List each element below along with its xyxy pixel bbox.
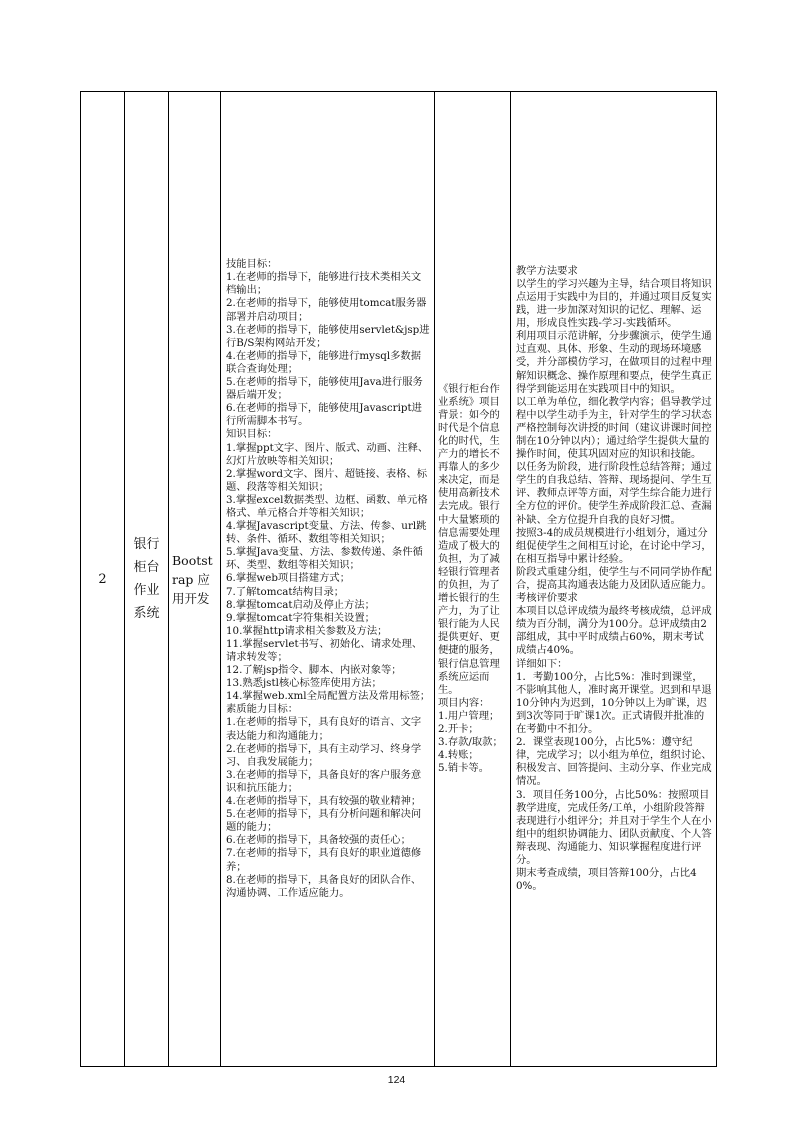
row-number-cell xyxy=(81,92,125,1067)
page-number: 124 xyxy=(387,1074,406,1086)
objectives-cell xyxy=(221,92,435,1067)
content-text: 《银行柜台作业系统》项目背景：如今的时代是个信息化的时代，生产力的增长不再靠人的多少来决定，而是使用高新技术去完成。银行中大量繁琐的信息需要处理造成了极大的负担，为了减轻银行管理者的负担，为了增长银行的生产力，为了让银行能为人民提供更好、更便捷的服务，银行信息管理系统应运而生。 项目内容： 1.用户管理； 2.开卡； 3.存款/取款； 4.转账； 5.销卡等。 xyxy=(438,382,503,775)
project-name: 银行柜台作业系统 xyxy=(133,537,160,621)
curriculum-table xyxy=(80,91,717,1067)
methods-cell xyxy=(511,92,717,1067)
row-number: 2 xyxy=(98,571,107,587)
module-cell xyxy=(169,92,221,1067)
objectives-text: 技能目标： 1.在老师的指导下，能够进行技术类相关文档输出； 2.在老师的指导下，能够使用tomcat服务器部署并启动项目； 3.在老师的指导下，能够使用servlet&jsp进行B/S架构网站开发； 4.在老师的指导下，能够进行mysql多数据联合查询处理； 5.在老师的指导下，能够使用Java进行服务器后端开发； 6.在老师的指导下，能够使用Javascript进行所需脚本书写。 知识目标： 1.掌握ppt文字、图片、版式、动画、注释、幻灯片放映等相关知识； 2.掌握word文字、图片、超链接、表格、标题、段落等相关知识； 3.掌握excel数据类型、边框、函数、单元格格式、单元格合并等相关知识； 4.掌握Javascript变量、方法、传参、url跳转、条件、循环、数组等相关知识； 5.掌握Java变量、方法、参数传递、条件循环、类型、数组等相关知识； 6.掌握web项目搭建方式； 7.了解tomcat结构目录； 8.掌握tomcat启动及停止方法； 9.掌握tomcat字符集相关设置； 10.掌握http请求相关参数及方法； 11.掌握servlet书写、初始化、请求处理、请求转发等； 12.了解jsp指令、脚本、内嵌对象等； 13.熟悉jstl核心标签库使用方法； 14.掌握web.xml全局配置方法及常用标签； 素质能力目标： 1.在老师的指导下，具有良好的语言、文字表达能力和沟通能力； 2.在老师的指导下，具有主动学习、终身学习、自我发展能力； 3.在老师的指导下，具备良好的客户服务意识和抗压能力； 4.在老师的指导下，具有较强的敬业精神； 5.在老师的指导下，具有分析问题和解决问题的能力； 6.在老师的指导下，具备较强的责任心； 7.在老师的指导下，具有良好的职业道德修养； 8.在老师的指导下，具备良好的团队合作、沟通协调、工作适应能力。 xyxy=(226,258,431,899)
table-row xyxy=(81,92,717,1067)
methods-text: 教学方法要求 以学生的学习兴趣为主导，结合项目将知识点运用于实践中为目的，并通过项目反复实践，进一步加深对知识的记忆、理解、运用，形成良性实践-学习-实践循环。 利用项目示范讲解，分步骤演示，使学生通过直观、具体、形象、生动的现场环境感受，并分部模仿学习，在做项目的过程中理解知识概念、操作原理和要点，使学生真正得学到能运用在实践项目中的知识。 以工单为单位，细化教学内容；倡导教学过程中以学生动手为主，针对学生的学习状态严格控制每次讲授的时间（建议讲课时间控制在10分钟以内）；通过给学生提供大量的操作时间，使其巩固对应的知识和技能。 以任务为阶段，进行阶段性总结答辩；通过学生的自我总结、答辩、现场提问、学生互评、教师点评等方面，对学生综合能力进行全方位的评价。使学生养成阶段汇总、查漏补缺、全方位提升自我的良好习惯。 按照3-4的成员规模进行小组划分，通过分组促使学生之间相互讨论，在讨论中学习，在相互指导中累计经验。 阶段式重建分组，使学生与不同同学协作配合，提高其沟通表达能力及团队适应能力。 考核评价要求 本项目以总评成绩为最终考核成绩，总评成绩为百分制，满分为100分。总评成绩由2部组成，其中平时成绩占60%，期末考试成绩占40%。 详细如下： 1．考勤100分，占比5%：准时到课堂，不影响其他人，准时离开课堂。迟到和早退10分钟内为迟到，10分钟以上为旷课，迟到3次等同于旷课1次。正式请假并批准的在考勤中不扣分。 2．课堂表现100分，占比5%：遵守纪律，完成学习；以小组为单位，组织讨论、积极发言、回答提问、主动分享、作业完成情况。 3．项目任务100分，占比50%：按照项目教学进度，完成任务/工单，小组阶段答辩表现进行小组评分；并且对于学生个人在小组中的组织协调能力、团队贡献度、个人答辩表现、沟通能力、知识掌握程度进行评分。 期末考查成绩，项目答辩100分，占比40%。 xyxy=(516,264,712,893)
project-name-cell xyxy=(125,92,169,1067)
module-name: Bootstrap 应用开发 xyxy=(172,552,213,606)
content-cell xyxy=(435,92,511,1067)
